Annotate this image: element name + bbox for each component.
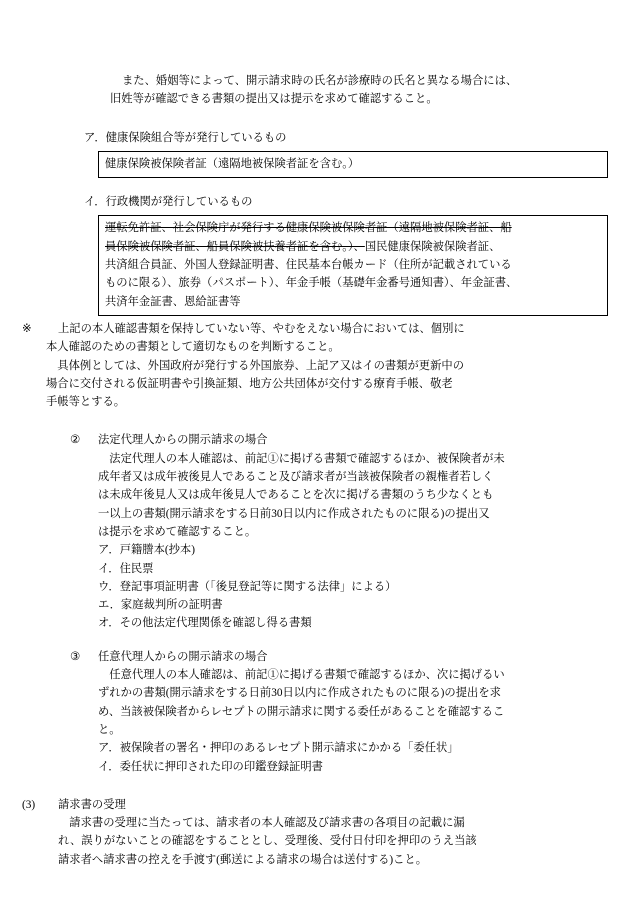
section-i <box>0 193 630 316</box>
item-2-mark: ② <box>70 434 81 447</box>
item-3-title: 任意代理人からの開示請求の場合 <box>98 650 268 663</box>
item-2-title: 法定代理人からの開示請求の場合 <box>98 434 268 447</box>
item-3-sub-a: ア．被保険者の署名・押印のあるレセプト開示請求にかかる「委任状」 <box>98 742 459 755</box>
intro-paragraph <box>0 72 630 109</box>
item-2-sub-i: イ．住民票 <box>98 562 154 575</box>
section-i-box-line-1 <box>105 219 601 237</box>
section-3-body <box>58 796 630 869</box>
item-3-line-4: と。 <box>98 723 121 736</box>
item-2-line-5: は提示を求めて確認すること。 <box>98 525 257 538</box>
section-3 <box>22 796 630 869</box>
section-i-box-line-3: 共済組合員証、外国人登録証明書、住民基本台帳カード（住所が記載されている <box>105 259 512 272</box>
section-i-plain-2: 国民健康保険被保険者証、 <box>364 240 501 253</box>
section-i-box-line-5: 共済年金証書、恩給証書等 <box>105 295 241 308</box>
item-3-mark: ③ <box>70 650 81 663</box>
item-2-line-4: 一以上の書類(開示請求をする日前30日以内に作成されたものに限る)の提出又 <box>98 507 490 520</box>
note-line-1: 上記の本人確認書類を保持していない等、やむをえない場合においては、個別に <box>58 322 465 335</box>
item-2-sub-e: エ．家庭裁判所の証明書 <box>98 599 223 612</box>
item-2-line-2: 成年者又は成年被後見人であること及び請求者が当該被保険者の親権者若しく <box>98 471 494 484</box>
item-2 <box>70 431 630 632</box>
item-3-body <box>98 648 630 776</box>
item-2-sub-o: オ．その他法定代理関係を確認し得る書類 <box>98 617 312 630</box>
section-a <box>0 129 630 179</box>
note-mark: ※ <box>22 322 32 335</box>
note-line-5: 手帳等とする。 <box>46 396 126 409</box>
item-3-line-2: ずれかの書類(開示請求をする日前30日以内に作成されたものに限る)の提出を求 <box>98 687 501 700</box>
note-line-2: 本人確認のための書類として適切なものを判断すること。 <box>46 341 340 354</box>
section-i-box-line-4: ものに限る）、旅券（パスポート）、年金手帳（基礎年金番号通知書）、年金証書、 <box>105 277 518 290</box>
section-i-struck-2: 員保険被保険者証、船員保険被扶養者証を含む。）、 <box>105 240 365 253</box>
section-3-line-1: 請求書の受理に当たっては、請求者の本人確認及び請求書の各項目の記載に漏 <box>58 817 465 830</box>
section-a-label: ア．健康保険組合等が発行しているもの <box>84 131 287 144</box>
intro-line-2: 旧姓等が確認できる書類の提出又は提示を求めて確認すること。 <box>110 93 438 106</box>
section-3-title: 請求書の受理 <box>58 798 126 811</box>
item-2-body <box>98 431 630 632</box>
note-line-4: 場合に交付される仮証明書や引換証類、地方公共団体が交付する療育手帳、敬老 <box>46 377 453 390</box>
item-3-line-3: め、当該被保険者からレセプトの開示請求に関する委任があることを確認するこ <box>98 705 505 718</box>
intro-line-1: また、婚姻等によって、開示請求時の氏名が診療時の氏名と異なる場合には、 <box>122 75 518 87</box>
item-2-line-1: 法定代理人の本人確認は、前記①に掲げる書類で確認するほか、被保険者が未 <box>98 452 505 465</box>
item-2-sub-u: ウ．登記事項証明書（「後見登記等に関する法律」による） <box>98 580 397 593</box>
section-i-struck-1: 運転免許証、社会保険庁が発行する健康保険被保険者証（遠隔地被保険者証、船 <box>105 222 512 235</box>
section-3-mark: (3) <box>22 798 36 811</box>
section-i-box-line-2 <box>105 238 601 256</box>
item-3-line-1: 任意代理人の本人確認は、前記①に掲げる書類で確認するほか、次に掲げるい <box>98 669 505 682</box>
item-3 <box>70 648 630 776</box>
section-3-line-2: れ、誤りがないことの確認をすることとし、受理後、受付日付印を押印のうえ当該 <box>58 835 477 848</box>
note-line-3: 具体例としては、外国政府が発行する外国旅券、上記ア又はイの書類が更新中の <box>46 359 464 372</box>
section-a-box-line: 健康保険被保険者証（遠隔地被保険者証を含む。） <box>105 157 360 170</box>
item-2-line-3: は未成年後見人又は成年後見人であることを次に掲げる書類のうち少なくとも <box>98 489 494 502</box>
note-body <box>46 320 630 411</box>
item-2-sub-a: ア．戸籍謄本(抄本) <box>98 544 195 557</box>
section-a-box <box>98 151 608 178</box>
note-block <box>22 320 630 411</box>
section-3-line-3: 請求者へ請求書の控えを手渡す(郵送による請求の場合は送付する)こと。 <box>58 853 428 866</box>
section-i-box <box>98 215 608 315</box>
item-3-sub-i: イ．委任状に押印された印の印鑑登録証明書 <box>98 760 323 773</box>
section-i-label: イ．行政機関が発行しているもの <box>84 196 253 209</box>
